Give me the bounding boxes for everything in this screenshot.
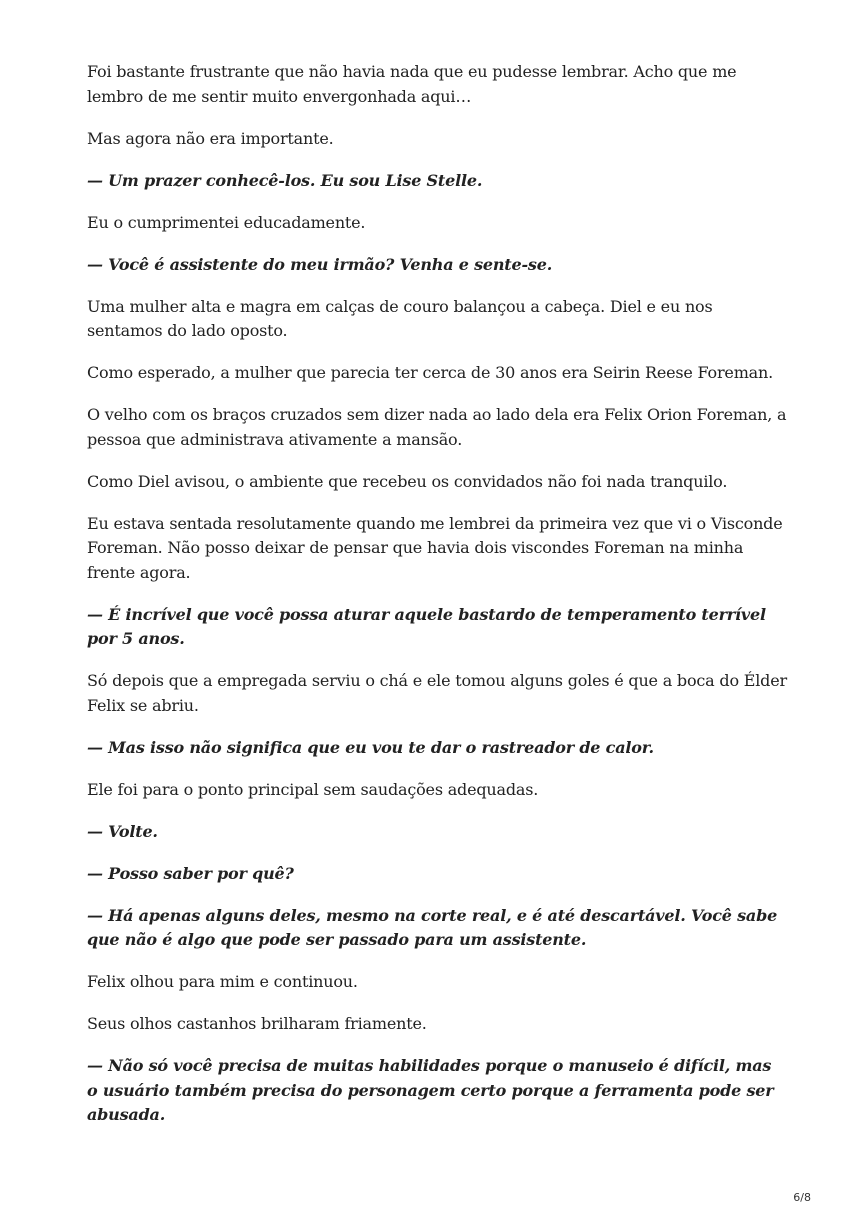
dialogue-line: — Um prazer conhecê-los. Eu sou Lise Stelle. [87,170,483,190]
paragraph: Seus olhos castanhos brilharam friamente. [87,1014,427,1033]
dialogue-line: — Mas isso não significa que eu vou te dar o rastreador de calor. [87,737,654,757]
paragraph: Foi bastante frustrante que não havia nada que eu pudesse lembrar. Acho que me lembro de me sentir muito envergonhada aqui… [87,62,737,106]
dialogue-line: — Volte. [87,821,158,841]
paragraph: Eu o cumprimentei educadamente. [87,212,366,232]
paragraph: Como esperado, a mulher que parecia ter cerca de 30 anos era Seirin Reese Foreman. [87,363,774,382]
paragraph: Ele foi para o ponto principal sem saudações adequadas. [87,779,539,799]
dialogue-line: — Posso saber por quê? [87,863,294,883]
paragraph: Uma mulher alta e magra em calças de couro balançou a cabeça. Diel e eu nos sentamos do lado oposto. [87,296,713,340]
dialogue-line: — É incrível que você possa aturar aquele bastardo de temperamento terrível por 5 anos. [87,604,766,648]
paragraph: Eu estava sentada resolutamente quando me lembrei da primeira vez que vi o Visconde Foreman. Não posso deixar de pensar que havia dois viscondes Foreman na minha frente agora. [87,513,783,582]
dialogue-line: — Não só você precisa de muitas habilidades porque o manuseio é difícil, mas o usuário também precisa do personagem certo porque a ferramenta pode ser abusada. [87,1056,774,1124]
paragraph: Só depois que a empregada serviu o chá e ele tomou alguns goles é que a boca do Élder Felix se abriu. [87,671,787,715]
paragraph: Mas agora não era importante. [87,128,334,148]
paragraph: Felix olhou para mim e continuou. [87,972,358,991]
paragraph: Como Diel avisou, o ambiente que recebeu os convidados não foi nada tranquilo. [87,471,728,491]
paragraph: O velho com os braços cruzados sem dizer nada ao lado dela era Felix Orion Foreman, a pessoa que administrava ativamente a mansão. [87,405,787,449]
dialogue-line: — Você é assistente do meu irmão? Venha e sente-se. [87,254,553,274]
document-body [87,60,787,1145]
dialogue-line: — Há apenas alguns deles, mesmo na corte real, e é até descartável. Você sabe que não é algo que pode ser passado para um assistente. [87,905,778,949]
page-number: 6/8 [793,1191,811,1204]
